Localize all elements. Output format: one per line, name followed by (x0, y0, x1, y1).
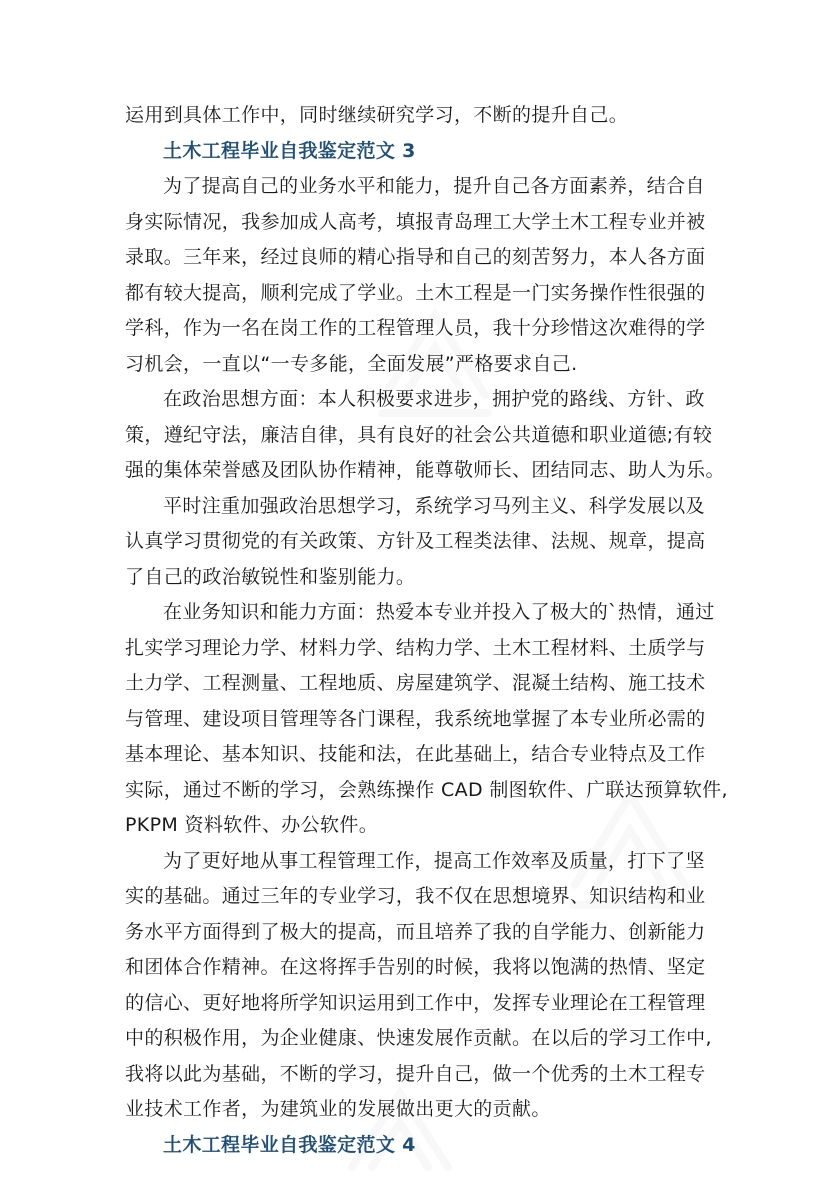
paragraph-line: 了自己的政治敏锐性和鉴别能力。 (125, 565, 416, 588)
paragraph-line: 业技术工作者，为建筑业的发展做出更大的贡献。 (125, 1098, 551, 1120)
paragraph-line: 录取。三年来，经过良师的精心指导和自己的刻苦努力，本人各方面 (125, 246, 706, 268)
paragraph-line: 基本理论、基本知识、技能和法，在此基础上，结合专业特点及工作 (125, 743, 706, 765)
paragraph-line: 都有较大提高，顺利完成了学业。土木工程是一门实务操作性很强的 (125, 281, 706, 304)
paragraph-line: 和团体合作精神。在这将挥手告别的时候，我将以饱满的热情、坚定 (125, 956, 706, 978)
paragraph-line: 习机会，一直以“一专多能，全面发展”严格要求自己. (125, 352, 578, 375)
section-heading-4: 土木工程毕业自我鉴定范文 4 (163, 1133, 416, 1156)
paragraph-line: 实际，通过不断的学习，会熟练操作 CAD 制图软件、广联达预算软件, (125, 778, 728, 801)
paragraph-line: 在业务知识和能力方面：热爱本专业并投入了极大的`热情，通过 (163, 601, 715, 623)
opening-line: 运用到具体工作中，同时继续研究学习，不断的提升自己。 (125, 104, 629, 126)
paragraph-line: 的信心、更好地将所学知识运用到工作中，发挥专业理论在工程管理 (125, 991, 706, 1014)
paragraph-line: 中的积极作用，为企业健康、快速发展作贡献。在以后的学习工作中, (125, 1027, 712, 1049)
paragraph-line: 身实际情况，我参加成人高考，填报青岛理工大学土木工程专业并被 (125, 210, 706, 233)
paragraph-5 (125, 844, 711, 1128)
paragraph-line: 强的集体荣誉感及团队协作精神，能尊敬师长、团结同志、助人为乐。 (125, 459, 725, 481)
paragraph-line: 扎实学习理论力学、材料力学、结构力学、土木工程材料、土质学与 (125, 636, 706, 659)
paragraph-line: 在政治思想方面：本人积极要求进步，拥护党的路线、方针、政 (163, 388, 705, 410)
paragraph-line: 我将以此为基础，不断的学习，提升自己，做一个优秀的土木工程专 (125, 1062, 706, 1085)
paragraph-line: 学科，作为一名在岗工作的工程管理人员，我十分珍惜这次难得的学 (125, 317, 706, 339)
paragraph-2 (125, 382, 725, 489)
paragraph-line: 土力学、工程测量、工程地质、房屋建筑学、混凝土结构、施工技术 (125, 672, 706, 694)
paragraph-line: PKPM 资料软件、办公软件。 (125, 814, 379, 836)
paragraph-line: 与管理、建设项目管理等各门课程，我系统地掌握了本专业所必需的 (125, 707, 706, 730)
paragraph-line: 为了提高自己的业务水平和能力，提升自己各方面素养，结合自 (163, 175, 705, 197)
paragraph-line: 实的基础。通过三年的专业学习，我不仅在思想境界、知识结构和业 (125, 885, 706, 907)
paragraph-line: 策，遵纪守法，廉洁自律，具有良好的社会公共道德和职业道德;有较 (125, 423, 713, 446)
section-heading-3: 土木工程毕业自我鉴定范文 3 (163, 139, 416, 162)
paragraph-line: 平时注重加强政治思想学习，系统学习马列主义、科学发展以及 (163, 494, 705, 517)
paragraph-line: 认真学习贯彻党的有关政策、方针及工程类法律、法规、规章，提高 (125, 530, 706, 552)
document-content (125, 98, 728, 1163)
paragraph-3 (125, 489, 711, 596)
paragraph-line: 为了更好地从事工程管理工作，提高工作效率及质量，打下了坚 (163, 849, 705, 872)
paragraph-4 (125, 595, 728, 844)
paragraph-line: 务水平方面得到了极大的提高，而且培养了我的自学能力、创新能力 (125, 920, 706, 943)
paragraph-1 (125, 169, 711, 382)
